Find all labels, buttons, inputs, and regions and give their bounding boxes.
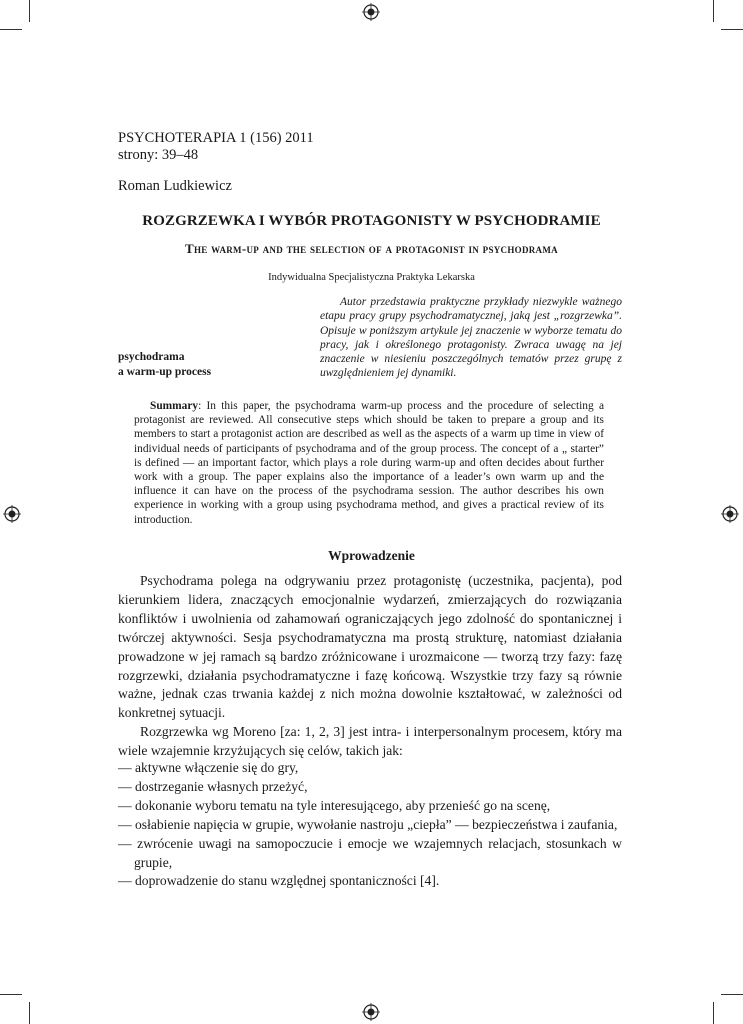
crop-mark-top-left-h xyxy=(0,29,22,30)
author-name: Roman Ludkiewicz xyxy=(118,178,232,194)
crop-mark-top-right xyxy=(713,0,714,22)
registration-mark-bottom-icon xyxy=(362,1003,380,1021)
section-heading: Wprowadzenie xyxy=(328,548,415,563)
crop-mark-bottom-left-h xyxy=(0,994,22,995)
summary-label: Summary xyxy=(150,400,199,412)
list-item: — dostrzeganie własnych przeżyć, xyxy=(118,778,308,794)
list-item: — dokonanie wyboru tematu na tyle interesującego, aby przenieść go na scenę, xyxy=(118,797,551,813)
list-item: — osłabienie napięcia w grupie, wywołanie nastroju „ciepła” — bezpieczeństwa i zaufania, xyxy=(118,816,618,832)
abstract-polish: Autor przedstawia praktyczne przykłady niezwykle ważnego etapu pracy grupy psychodramatycznej, jaką jest „rozgrzewka”. Opisuje w poniższym artykule jej znaczenie w wyborze tematu do pracy, jak i określonego protagonisty. Zwraca uwagę na jej znaczenie w niesieniu poszczególnych tematów przez grupę z uwzględnieniem jej dynamiki. xyxy=(320,296,622,380)
paragraph: Rozgrzewka wg Moreno [za: 1, 2, 3] jest intra- i interpersonalnym procesem, który ma wiele wzajemnie krzyżujących się celów, takich jak: xyxy=(118,724,622,759)
goals-list xyxy=(118,759,622,891)
crop-mark-bottom-right xyxy=(713,1002,714,1024)
article-subtitle: The warm-up and the selection of a protagonist in psychodrama xyxy=(185,241,558,256)
keyword: a warm-up process xyxy=(118,366,212,378)
crop-mark-top-right-h xyxy=(721,29,743,30)
summary-english xyxy=(134,399,604,527)
journal-citation: PSYCHOTERAPIA 1 (156) 2011 xyxy=(118,130,314,146)
list-item: — aktywne włączenie się do gry, xyxy=(118,760,299,775)
list-item: — zwrócenie uwagi na samopoczucie i emocje we wzajemnych relacjach, stosunkach w grupie, xyxy=(118,835,622,870)
journal-pages: strony: 39–48 xyxy=(118,147,199,163)
registration-mark-right-icon xyxy=(721,505,739,523)
summary-text: : In this paper, the psychodrama warm-up process and the procedure of selecting a protagonist are reviewed. All consecutive steps which should be taken to prepare a group and its members to start a protagonist action are described as well as the aspects of a warm up time in view of individual needs of participants of psychodrama and of the group process. The concept of a „ starter” is defined — an important factor, which plays a role during warm-up and often decides about further work with a group. The paper explains also the importance of a leader’s own warm up and the influence it can have on the process of the psychodrama session. The author describes his own experience in working with a group using psychodrama method, and gives a practical review of its introduction. xyxy=(134,400,604,526)
registration-mark-left-icon xyxy=(3,505,21,523)
author-affiliation: Indywidualna Specjalistyczna Praktyka Lekarska xyxy=(268,272,475,283)
paragraph: Psychodrama polega na odgrywaniu przez protagonistę (uczestnika, pacjenta), pod kierunkiem lidera, znaczących emocjonalnie wydarzeń, zmierzających do rozwiązania konfliktów i uwolnienia od zahamowań ograniczających jego zdolność do spontanicznej i twórczej aktywności. Sesja psychodramatyczna ma prostą strukturę, natomiast działania prowadzone w jej ramach są bardzo zróżnicowane i urozmaicone — tworzą trzy fazy: fazę rozgrzewki, działania psychodramatyczne i fazę końcową. Wszystkie trzy fazy są równie ważne, jednak czas trwania każdej z nich można dowolnie kształtować, w zależności od konkretnej sytuacji. xyxy=(118,573,622,721)
body-text xyxy=(118,572,622,761)
article-title: ROZGRZEWKA I WYBÓR PROTAGONISTY W PSYCHODRAMIE xyxy=(142,213,601,229)
crop-mark-bottom-left xyxy=(29,1002,30,1024)
registration-mark-top-icon xyxy=(362,3,380,21)
list-item: — doprowadzenie do stanu względnej spontaniczności [4]. xyxy=(118,873,440,889)
keyword: psychodrama xyxy=(118,351,185,363)
crop-mark-bottom-right-h xyxy=(721,994,743,995)
crop-mark-top-left xyxy=(29,0,30,22)
